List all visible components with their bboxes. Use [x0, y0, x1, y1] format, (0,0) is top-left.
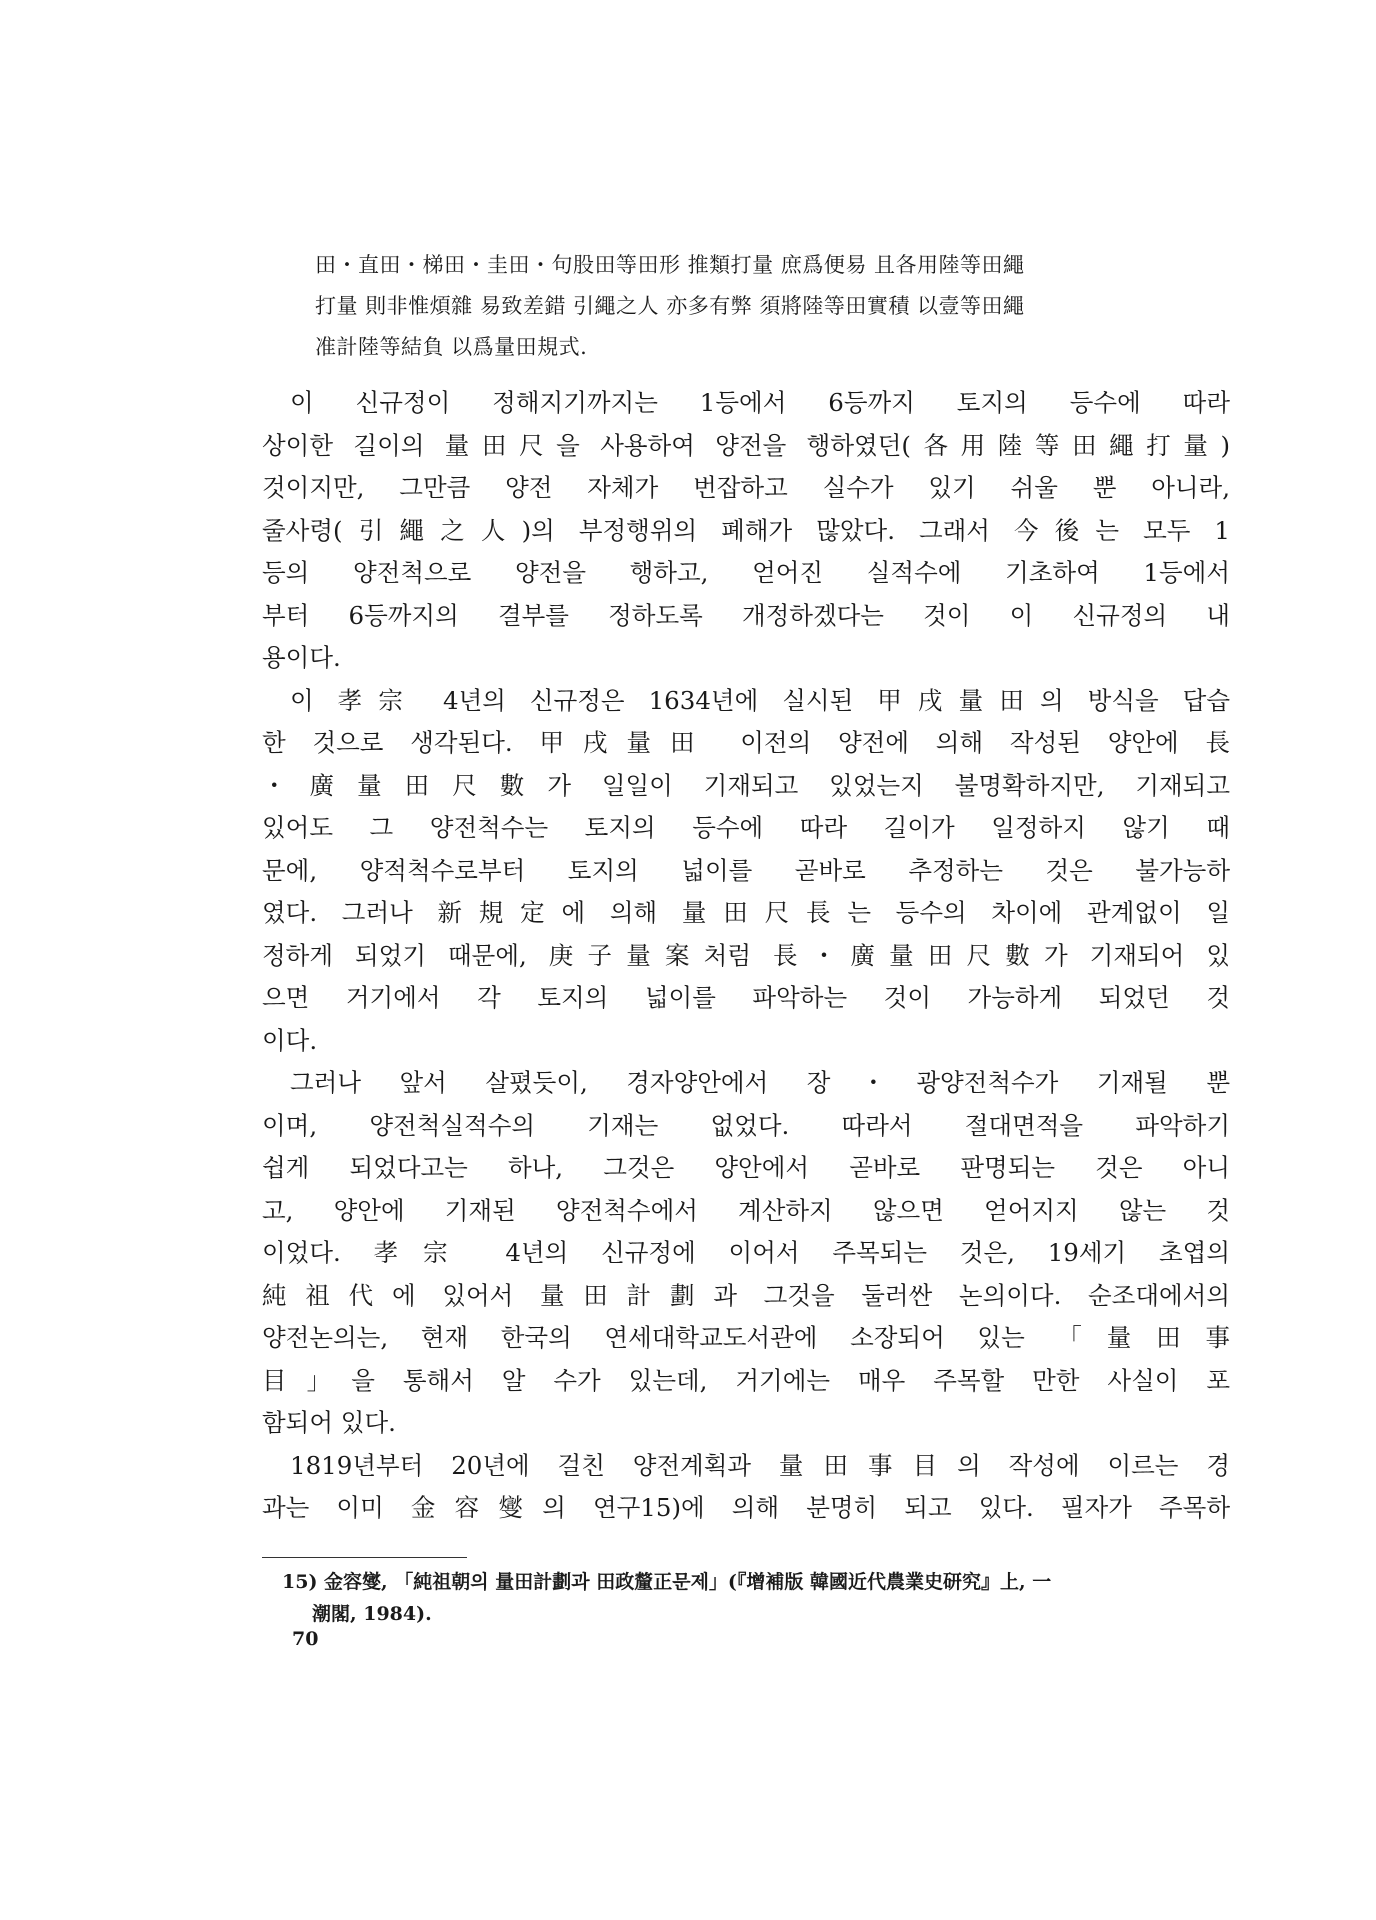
- text-line: 용이다.: [262, 643, 341, 672]
- text-line: 쉽게 되었다고는 하나, 그것은 양안에서 곧바로 판명되는 것은 아니: [262, 1153, 1230, 1182]
- footnote-divider: [262, 1557, 467, 1558]
- text-line: 등의 양전척으로 양전을 행하고, 얻어진 실적수에 기초하여 1등에서: [262, 558, 1230, 587]
- text-line: 이다.: [262, 1025, 318, 1055]
- text-line: 으면 거기에서 각 토지의 넓이를 파악하는 것이 가능하게 되었던 것: [262, 983, 1230, 1012]
- text-line: 한 것으로 생각된다. 甲戌量田 이전의 양전에 의해 작성된 양안에 長: [262, 728, 1230, 757]
- text-line: 고, 양안에 기재된 양전척수에서 계산하지 않으면 얻어지지 않는 것: [262, 1195, 1230, 1225]
- text-line: 目」을 통해서 알 수가 있는데, 거기에는 매우 주목할 만한 사실이 포: [262, 1365, 1230, 1395]
- text-line: 있어도 그 양전척수는 토지의 등수에 따라 길이가 일정하지 않기 때: [262, 813, 1230, 842]
- text-line: 였다. 그러나 新規定에 의해 量田尺長는 등수의 차이에 관계없이 일: [262, 898, 1230, 927]
- text-line: 그러나 앞서 살폈듯이, 경자양안에서 장・광양전척수가 기재될 뿐: [290, 1068, 1230, 1097]
- page-number: 70: [292, 1628, 319, 1650]
- classical-chinese-quote: [315, 245, 1220, 368]
- text-line: 이 孝宗 4년의 신규정은 1634년에 실시된 甲戌量田의 방식을 답습: [290, 685, 1230, 715]
- quote-line: 田・直田・梯田・圭田・句股田等田形 推類打量 庶爲便易 且各用陸等田繩: [315, 253, 1025, 277]
- text-line: 줄사령(引繩之人)의 부정행위의 폐해가 많았다. 그래서 今後는 모두 1: [262, 515, 1230, 545]
- text-line: ・廣量田尺數가 일일이 기재되고 있었는지 불명확하지만, 기재되고: [262, 770, 1230, 800]
- text-line: 이며, 양전척실적수의 기재는 없었다. 따라서 절대면적을 파악하기: [262, 1110, 1230, 1140]
- text-line: 양전논의는, 현재 한국의 연세대학교도서관에 소장되어 있는 「量田事: [262, 1323, 1230, 1352]
- text-line: 정하게 되었기 때문에, 庚子量案처럼 長・廣量田尺數가 기재되어 있: [262, 940, 1230, 970]
- footnote: [282, 1566, 1232, 1630]
- text-line: 이었다. 孝宗 4년의 신규정에 이어서 주목되는 것은, 19세기 초엽의: [262, 1238, 1230, 1267]
- text-line: 이 신규정이 정해지기까지는 1등에서 6등까지 토지의 등수에 따라: [290, 388, 1230, 417]
- text-line: 것이지만, 그만큼 양전 자체가 번잡하고 실수가 있기 쉬울 뿐 아니라,: [262, 473, 1230, 502]
- text-line: 함되어 있다.: [262, 1408, 396, 1437]
- body-text: [262, 382, 1230, 1530]
- text-line: 1819년부터 20년에 걸친 양전계획과 量田事目의 작성에 이르는 경: [290, 1450, 1230, 1480]
- footnote-line: 15) 金容燮, 「純祖朝의 量田計劃과 田政釐正문제」(『增補版 韓國近代農業史研究』上, 一: [282, 1571, 1052, 1593]
- text-line: 상이한 길이의 量田尺을 사용하여 양전을 행하였던(各用陸等田繩打量): [262, 430, 1230, 460]
- footnote-line: 潮閣, 1984).: [312, 1603, 432, 1625]
- text-line: 純祖代에 있어서 量田計劃과 그것을 둘러싼 논의이다. 순조대에서의: [262, 1280, 1230, 1310]
- text-line: 부터 6등까지의 결부를 정하도록 개정하겠다는 것이 이 신규정의 내: [262, 600, 1230, 630]
- quote-line: 打量 則非惟煩雜 易致差錯 引繩之人 亦多有弊 須將陸等田實積 以壹等田繩: [315, 294, 1025, 318]
- text-line: 문에, 양적척수로부터 토지의 넓이를 곧바로 추정하는 것은 불가능하: [262, 855, 1230, 885]
- text-line: 과는 이미 金容燮의 연구15)에 의해 분명히 되고 있다. 필자가 주목하: [262, 1493, 1230, 1522]
- quote-line: 准計陸等結負 以爲量田規式.: [315, 335, 588, 359]
